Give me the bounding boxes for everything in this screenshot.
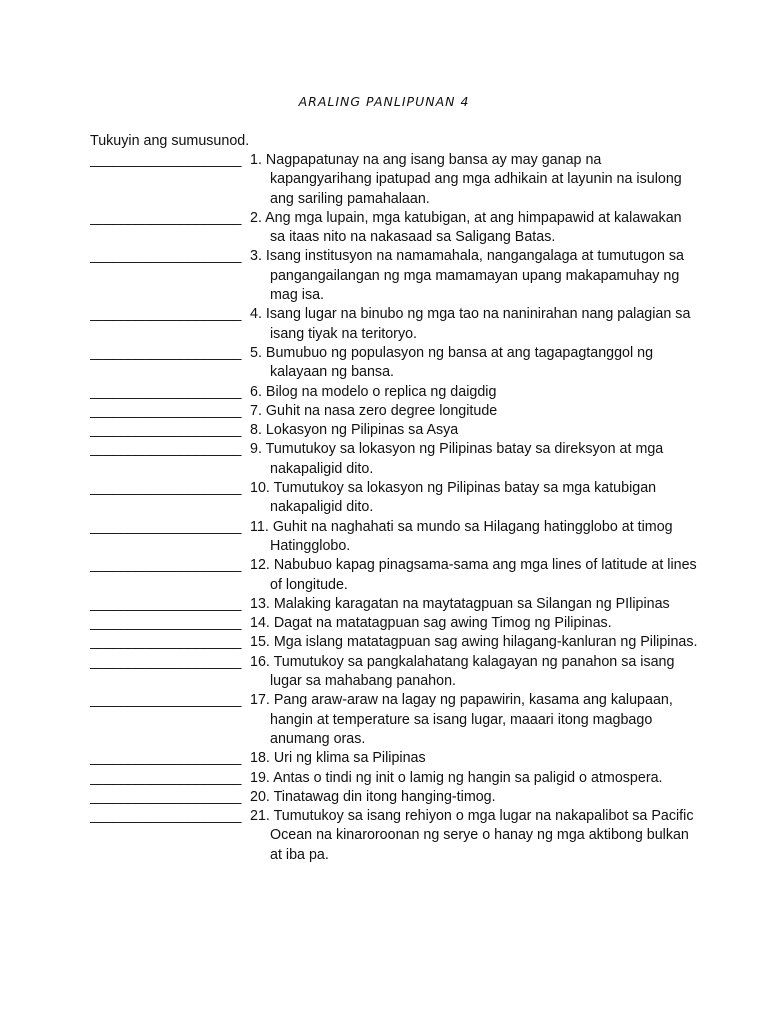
question-item-15: [90, 633, 700, 652]
worksheet-title: ARALING PANLIPUNAN 4: [298, 94, 470, 109]
question-item-14: [90, 614, 700, 633]
question-number-16: 16.: [250, 653, 270, 670]
answer-blank-13[interactable]: ____________________: [90, 595, 242, 612]
answer-blank-3[interactable]: ____________________: [90, 248, 242, 265]
question-item-5: [90, 344, 700, 383]
answer-blank-12[interactable]: ____________________: [90, 557, 242, 574]
question-text-11: Guhit na naghahati sa mundo sa Hilagang hatingglobo at timog Hatingglobo.: [270, 518, 673, 554]
question-text-6: Bilog na modelo o replica ng daigdig: [265, 383, 497, 400]
question-item-10: [90, 479, 700, 518]
question-item-20: [90, 788, 700, 807]
question-item-16: [90, 653, 700, 692]
answer-blank-8[interactable]: ____________________: [90, 422, 242, 439]
answer-blank-10[interactable]: ____________________: [90, 480, 242, 497]
question-item-3: [90, 247, 700, 305]
question-number-21: 21.: [250, 808, 270, 825]
question-number-11: 11.: [250, 518, 269, 535]
question-item-11: [90, 518, 700, 557]
question-item-1: [90, 151, 700, 209]
question-number-9: 9.: [250, 441, 262, 458]
question-text-14: Dagat na matatagpuan sag awing Timog ng Pilipinas.: [273, 615, 612, 632]
question-number-1: 1.: [250, 152, 262, 168]
question-item-4: [90, 305, 700, 344]
question-number-5: 5.: [250, 344, 262, 361]
answer-blank-16[interactable]: ____________________: [90, 653, 242, 670]
question-text-2: Ang mga lupain, mga katubigan, at ang himpapawid at kalawakan sa itaas nito na nakasaad sa Saligang Batas.: [265, 209, 682, 246]
question-text-9: Tumutukoy sa lokasyon ng Pilipinas batay sa direksyon at mga nakapaligid dito.: [265, 441, 664, 477]
question-text-4: Isang lugar na binubo ng mga tao na naninirahan nang palagian sa isang tiyak na teritoryo.: [265, 306, 691, 342]
question-text-21: Tumutukoy sa isang rehiyon o mga lugar na nakapalibot sa Pacific Ocean na kinaroroonan ng serye o hanay ng mga aktibong bulkan at iba pa.: [270, 808, 694, 863]
question-item-12: [90, 556, 700, 595]
question-text-3: Isang institusyon na namamahala, nangangalaga at tumutugon sa pangangailangan ng mga mamamayan upang makapamuhay ng mag isa.: [265, 248, 685, 304]
question-text-8: Lokasyon ng Pilipinas sa Asya: [265, 422, 459, 439]
question-item-18: [90, 749, 700, 768]
answer-blank-18[interactable]: ____________________: [90, 750, 242, 767]
question-item-7: [90, 402, 700, 421]
answer-blank-20[interactable]: ____________________: [90, 788, 242, 805]
question-number-8: 8.: [250, 422, 262, 439]
question-text-18: Uri ng klima sa Pilipinas: [273, 750, 426, 767]
answer-blank-2[interactable]: ____________________: [90, 209, 242, 226]
answer-blank-14[interactable]: ____________________: [90, 615, 242, 632]
question-number-6: 6.: [250, 383, 262, 400]
answer-blank-15[interactable]: ____________________: [90, 634, 242, 651]
answer-blank-19[interactable]: ____________________: [90, 769, 242, 786]
question-text-20: Tinatawag din itong hanging-timog.: [273, 788, 496, 805]
question-item-13: [90, 595, 700, 614]
question-number-18: 18.: [250, 750, 270, 767]
question-number-12: 12.: [250, 557, 270, 574]
question-list: [90, 151, 700, 865]
question-text-12: Nabubuo kapag pinagsama-sama ang mga lines of latitude at lines of longitude.: [270, 557, 697, 593]
question-number-17: 17.: [250, 692, 270, 709]
answer-blank-9[interactable]: ____________________: [90, 441, 242, 458]
question-item-19: [90, 769, 700, 788]
answer-blank-6[interactable]: ____________________: [90, 383, 242, 400]
question-number-3: 3.: [250, 248, 262, 265]
question-text-1: Nagpapatunay na ang isang bansa ay may ganap na kapangyarihang ipatupad ang mga adhikain at layunin na isulong ang sariling pamahalaan.: [265, 152, 682, 207]
question-text-19: Antas o tindi ng init o lamig ng hangin sa paligid o atmospera.: [273, 769, 663, 786]
question-text-17: Pang araw-araw na lagay ng papawirin, kasama ang kalupaan, hangin at temperature sa isang lugar, maaari itong magbago anumang oras.: [270, 692, 673, 747]
question-item-2: [90, 209, 700, 248]
question-text-15: Mga islang matatagpuan sag awing hilagang-kanluran ng Pilipinas.: [273, 634, 698, 651]
answer-blank-7[interactable]: ____________________: [90, 402, 242, 419]
question-item-8: [90, 421, 700, 440]
answer-blank-11[interactable]: ____________________: [90, 518, 242, 535]
question-number-2: 2.: [250, 209, 262, 226]
question-text-10: Tumutukoy sa lokasyon ng Pilipinas batay sa mga katubigan nakapaligid dito.: [270, 480, 657, 516]
question-number-14: 14.: [250, 615, 270, 632]
question-text-5: Bumubuo ng populasyon ng bansa at ang tagapagtanggol ng kalayaan ng bansa.: [265, 344, 654, 381]
question-item-6: [90, 383, 700, 402]
question-text-16: Tumutukoy sa pangkalahatang kalagayan ng panahon sa isang lugar sa mahabang panahon.: [270, 653, 675, 690]
question-number-15: 15.: [250, 634, 270, 651]
answer-blank-21[interactable]: ____________________: [90, 808, 242, 825]
question-item-17: [90, 691, 700, 749]
question-number-20: 20.: [250, 788, 270, 805]
question-number-4: 4.: [250, 306, 262, 323]
answer-blank-4[interactable]: ____________________: [90, 306, 242, 323]
instruction-text: Tukuyin ang sumusunod.: [90, 133, 250, 149]
question-number-13: 13.: [250, 595, 270, 612]
answer-blank-5[interactable]: ____________________: [90, 344, 242, 361]
question-text-7: Guhit na nasa zero degree longitude: [265, 402, 498, 419]
question-number-10: 10.: [250, 480, 270, 497]
question-item-21: [90, 807, 700, 865]
question-item-9: [90, 440, 700, 479]
question-number-19: 19.: [250, 769, 270, 786]
question-number-7: 7.: [250, 402, 262, 419]
question-text-13: Malaking karagatan na maytatagpuan sa Silangan ng PIlipinas: [273, 595, 670, 612]
answer-blank-17[interactable]: ____________________: [90, 692, 242, 709]
answer-blank-1[interactable]: ____________________: [90, 152, 242, 168]
